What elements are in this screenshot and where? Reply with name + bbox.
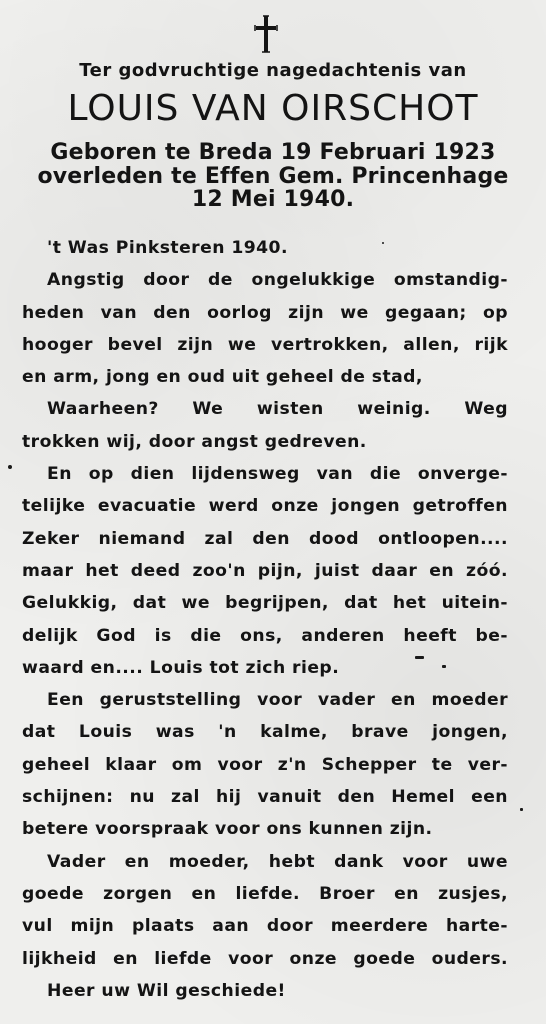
text-line: Waarheen? We wisten weinig. Weg (47, 399, 508, 420)
text-line: trokken wij, door angst gedreven. (22, 431, 367, 452)
text-line: telijke evacuatie werd onze jongen getroffen (22, 496, 508, 517)
text-line: lijkheid en liefde voor onze goede ouders. (22, 948, 508, 969)
text-line: 't Was Pinksteren 1940. (47, 238, 288, 258)
text-line: heden van den oorlog zijn we gegaan; op (22, 302, 508, 323)
print-speck (442, 665, 446, 668)
print-speck (415, 656, 424, 659)
text-line: delijk God is die ons, anderen heeft be- (22, 625, 508, 646)
text-line: goede zorgen en liefde. Broer en zusjes, (22, 883, 508, 904)
text-line: schijnen: nu zal hij vanuit den Hemel een (22, 787, 508, 808)
print-speck (382, 242, 384, 244)
latin-cross-icon (254, 14, 278, 54)
birth-line: Geboren te Breda 19 Februari 1923 (50, 140, 496, 165)
memorial-text (22, 232, 508, 1007)
deceased-name: LOUIS VAN OIRSCHOT (67, 88, 479, 129)
text-line: dat Louis was 'n kalme, brave jongen, (22, 722, 508, 743)
death-date-line: 12 Mei 1940. (191, 187, 355, 212)
text-line: Vader en moeder, hebt dank voor uwe (47, 851, 508, 872)
text-line: Heer uw Wil geschiede! (47, 980, 286, 1001)
text-line: vul mijn plaats aan door meerdere harte- (22, 916, 508, 937)
text-line: en arm, jong en oud uit geheel de stad, (22, 367, 423, 388)
text-line: Angstig door de ongelukkige omstandig- (47, 270, 508, 291)
text-line: maar het deed zoo'n pijn, juist daar en zóó. (22, 560, 508, 581)
print-speck (520, 808, 523, 811)
text-line: Zeker niemand zal den dood ontloopen.... (22, 528, 508, 549)
text-line: Gelukkig, dat we begrijpen, dat het uitein- (22, 593, 508, 614)
text-line: betere voorspraak voor ons kunnen zijn. (22, 819, 433, 840)
text-line: Een geruststelling voor vader en moeder (47, 690, 508, 711)
text-line: geheel klaar om voor z'n Schepper te ver- (22, 754, 508, 775)
print-speck (8, 465, 12, 469)
death-place-line: overleden te Effen Gem. Princenhage (37, 164, 509, 189)
text-line: hooger bevel zijn we vertrokken, allen, rijk (22, 334, 508, 355)
text-line: waard en.... Louis tot zich riep. (22, 657, 340, 678)
dedication-intro: Ter godvruchtige nagedachtenis van (79, 60, 467, 81)
text-line: En op dien lijdensweg van die onverge- (47, 464, 508, 485)
